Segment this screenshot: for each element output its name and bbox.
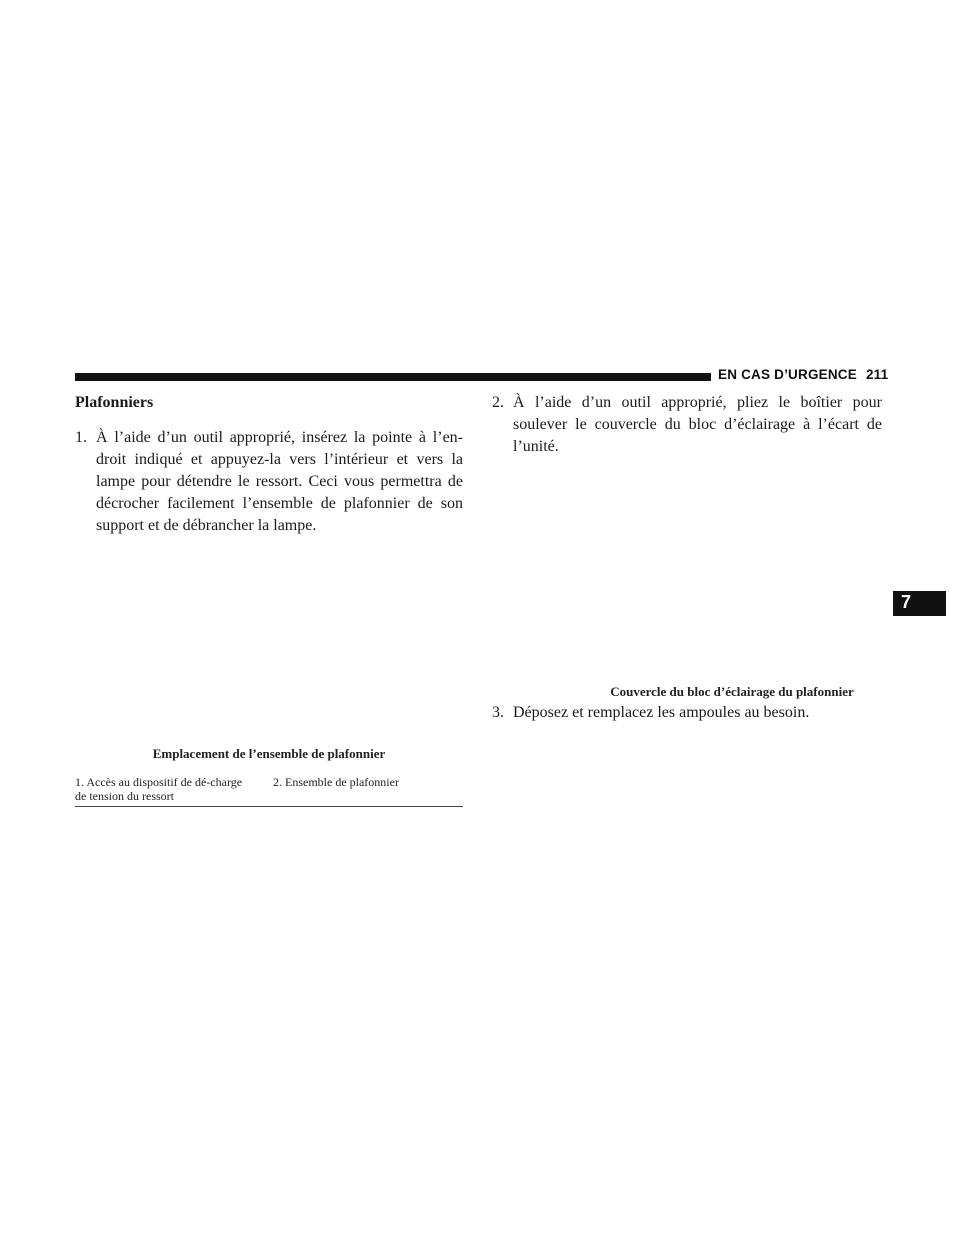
chapter-number: 7 (901, 592, 912, 612)
header-section-title: EN CAS D’URGENCE (718, 367, 857, 382)
header-rule (75, 373, 711, 381)
left-column (75, 392, 463, 537)
chapter-tab (893, 591, 946, 616)
legend-item-1: 1. Accès au dispositif de dé-charge de tension du ressort (75, 775, 243, 803)
running-header (718, 367, 888, 382)
step-2 (492, 392, 882, 458)
step-1-text: À l’aide d’un outil approprié, insérez la pointe à l’en-droit indiqué et appuyez-la vers l’intérieur et vers la lampe pour détendre le ressort. Ceci vous permettra de décrocher facilement l’ensemble de plafonnier de son support et de débrancher la lampe. (96, 429, 463, 534)
page-number: 211 (865, 367, 889, 382)
section-title: Plafonniers (75, 394, 154, 411)
legend-divider (75, 806, 463, 807)
step-1-number: 1. (75, 429, 87, 446)
step-3-container (492, 702, 882, 724)
right-column (492, 392, 882, 458)
step-2-text: À l’aide d’un outil approprié, pliez le boîtier pour soulever le couvercle du bloc d’éclairage à l’écart de l’unité. (513, 394, 882, 455)
step-3-number: 3. (492, 704, 504, 721)
figure-legend (75, 775, 463, 805)
step-2-number: 2. (492, 394, 504, 411)
legend-item-2: 2. Ensemble de plafonnier (273, 775, 399, 789)
step-3-text: Déposez et remplacez les ampoules au besoin. (513, 704, 810, 721)
figure-caption-location: Emplacement de l’ensemble de plafonnier (152, 746, 386, 761)
step-3 (492, 702, 882, 724)
figure-caption-cover: Couvercle du bloc d’éclairage du plafonnier (610, 684, 854, 699)
step-1 (75, 427, 463, 537)
